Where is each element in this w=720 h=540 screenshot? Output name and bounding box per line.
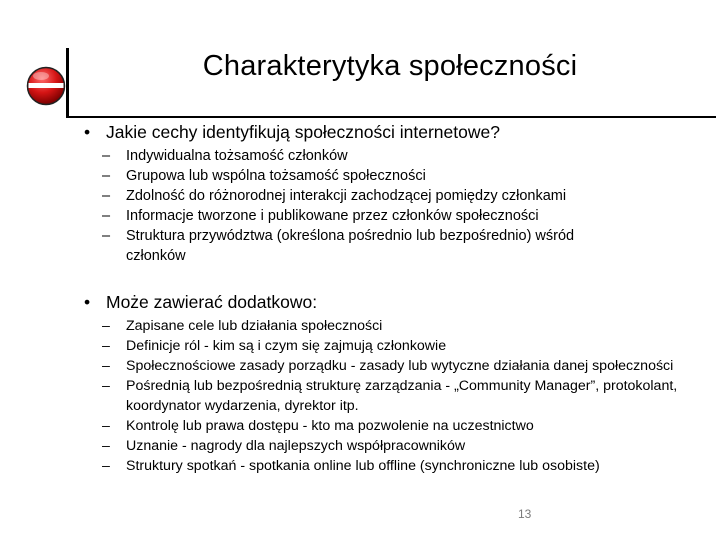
- list-item: – Uznanie - nagrody dla najlepszych współpracowników: [102, 438, 466, 454]
- list-item: – Pośrednią lub bezpośrednią strukturę zarządzania - „Community Manager”, protokolant, koordynator wydarzenia, dyrektor itp.: [102, 378, 678, 414]
- bullet-dot: •: [84, 122, 91, 142]
- list-item: – Struktura przywództwa (określona pośrednio lub bezpośrednio) wśród członków: [102, 228, 575, 264]
- list-item: – Zapisane cele lub działania społeczności: [102, 318, 383, 334]
- list-item: – Kontrolę lub prawa dostępu - kto ma pozwolenie na uczestnictwo: [102, 418, 534, 434]
- section2-heading: Może zawierać dodatkowo:: [106, 292, 318, 312]
- page-number: 13: [518, 507, 532, 521]
- list-item: – Zdolność do różnorodnej interakcji zachodzącej pomiędzy członkami: [102, 188, 567, 204]
- list-item: – Informacje tworzone i publikowane przez członków społeczności: [102, 208, 539, 224]
- list-item: – Społecznościowe zasady porządku - zasady lub wytyczne działania danej społeczności: [102, 358, 674, 374]
- section1-heading: Jakie cechy identyfikują społeczności internetowe?: [106, 122, 500, 142]
- title-horizontal-rule: [66, 116, 716, 118]
- list-item: – Indywidualna tożsamość członków: [102, 148, 348, 164]
- red-circle-logo-icon: [26, 66, 66, 106]
- list-item: – Definicje ról - kim są i czym się zajmują członkowie: [102, 338, 447, 354]
- section2-list: [102, 316, 698, 476]
- page-title: Charakterytyka społeczności: [202, 50, 578, 82]
- section1-list: [102, 146, 662, 266]
- list-item: – Struktury spotkań - spotkania online lub offline (synchroniczne lub osobiste): [102, 458, 600, 474]
- bullet-dot: •: [84, 292, 91, 312]
- title-vertical-rule: [66, 48, 69, 118]
- list-item: – Grupowa lub wspólna tożsamość społeczności: [102, 168, 426, 184]
